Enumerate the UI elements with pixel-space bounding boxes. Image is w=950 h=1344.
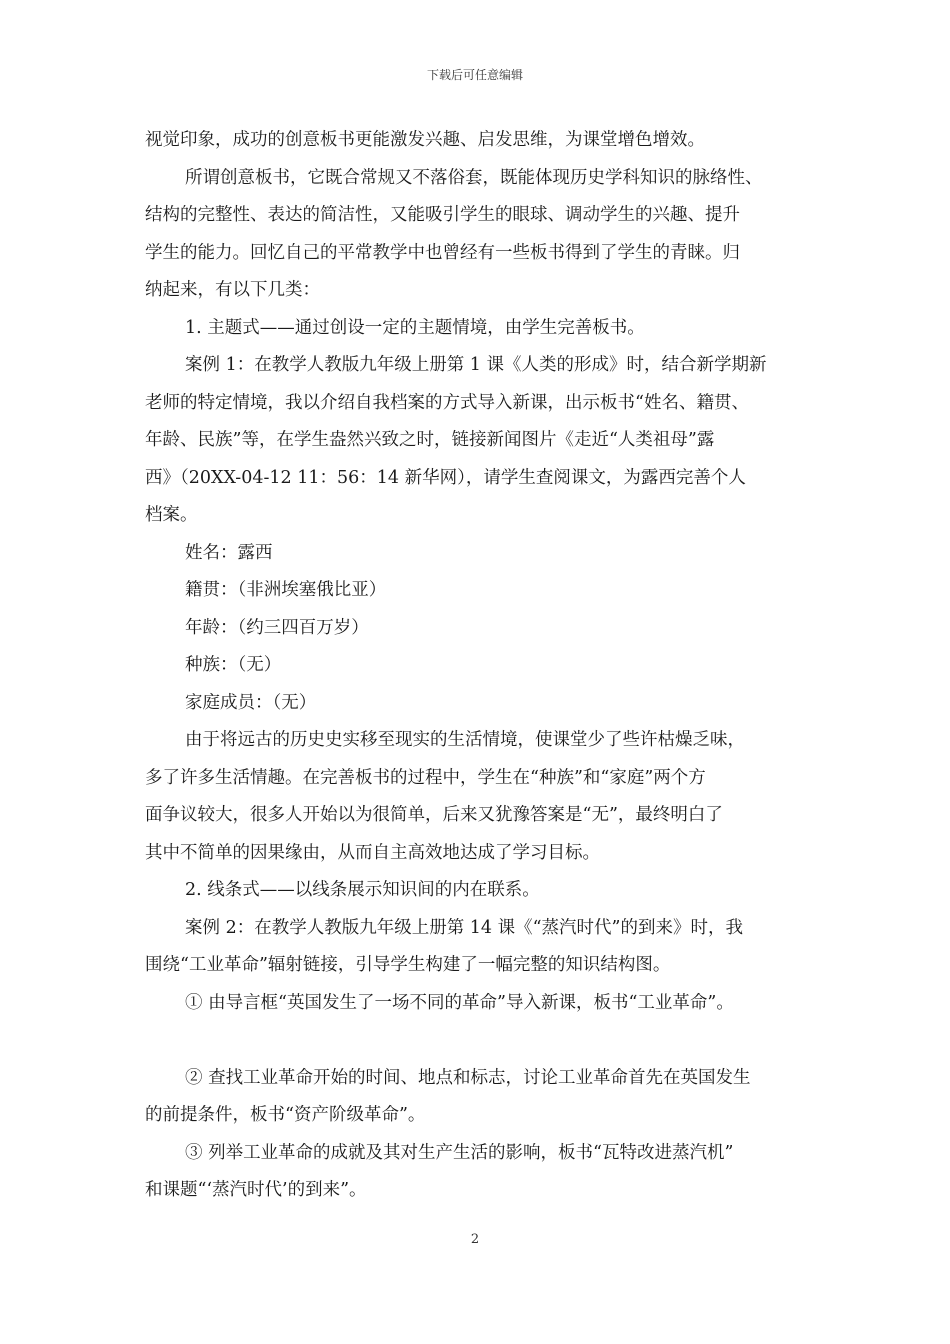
page-number: 2 — [470, 1232, 480, 1247]
paragraph-line: 多了许多生活情趣。在完善板书的过程中，学生在“种族”和“家庭”两个方 — [145, 767, 706, 788]
paragraph-line: 视觉印象，成功的创意板书更能激发兴趣、启发思维，为课堂增色增效。 — [145, 130, 705, 150]
document-body — [145, 122, 825, 1210]
paragraph-line: 纳起来，有以下几类： — [145, 280, 320, 300]
paragraph-line: 档案。 — [145, 505, 198, 525]
paragraph-line: 围绕“工业革命”辐射链接，引导学生构建了一幅完整的知识结构图。 — [145, 955, 671, 975]
paragraph-line: 的前提条件，板书“资产阶级革命”。 — [145, 1105, 426, 1125]
page-header: 下载后可任意编辑 — [426, 68, 523, 82]
profile-origin: 籍贯：（非洲埃塞俄比亚） — [185, 580, 387, 600]
paragraph-line: 老师的特定情境，我以介绍自我档案的方式导入新课，出示板书“姓名、籍贯、 — [145, 392, 749, 413]
profile-age: 年龄：（约三四百万岁） — [185, 617, 369, 638]
paragraph-line: 年龄、民族”等，在学生盎然兴致之时，链接新闻图片《走近“人类祖母”露 — [145, 430, 715, 450]
section-heading-2: 2. 线条式——以线条展示知识间的内在联系。 — [185, 880, 540, 900]
paragraph-line: 由于将远古的历史史实移至现实的生活情境，使课堂少了些许枯燥乏味， — [185, 730, 745, 750]
paragraph-line: 案例 1：在教学人教版九年级上册第 1 课《人类的形成》时，结合新学期新 — [185, 355, 767, 375]
blank-line — [145, 1022, 825, 1060]
paragraph-line: 和课题“‘蒸汽时代’的到来”。 — [145, 1180, 367, 1200]
step-3: ③ 列举工业革命的成就及其对生产生活的影响，板书“瓦特改进蒸汽机” — [185, 1142, 734, 1163]
paragraph-line: 所谓创意板书，它既合常规又不落俗套，既能体现历史学科知识的脉络性、 — [185, 167, 763, 188]
paragraph-line: 其中不简单的因果缘由，从而自主高效地达成了学习目标。 — [145, 842, 600, 863]
paragraph-line: 西》（20XX-04-12 11：56：14 新华网），请学生查阅课文，为露西完善个人 — [145, 467, 746, 488]
profile-race: 种族：（无） — [185, 655, 282, 675]
step-2: ② 查找工业革命开始的时间、地点和标志，讨论工业革命首先在英国发生 — [185, 1067, 751, 1088]
paragraph-line: 面争议较大，很多人开始以为很简单，后来又犹豫答案是“无”，最终明白了 — [145, 805, 723, 825]
profile-family: 家庭成员：（无） — [185, 692, 317, 713]
paragraph-line: 结构的完整性、表达的简洁性，又能吸引学生的眼球、调动学生的兴趣、提升 — [145, 205, 740, 225]
paragraph-line: 案例 2：在教学人教版九年级上册第 14 课《“蒸汽时代”的到来》时，我 — [185, 917, 743, 938]
profile-name: 姓名：露西 — [185, 542, 273, 563]
paragraph-line: 学生的能力。回忆自己的平常教学中也曾经有一些板书得到了学生的青睐。归 — [145, 242, 740, 263]
step-1: ① 由导言框“英国发生了一场不同的革命”导入新课，板书“工业革命”。 — [185, 992, 734, 1013]
section-heading-1: 1. 主题式——通过创设一定的主题情境，由学生完善板书。 — [185, 317, 645, 338]
